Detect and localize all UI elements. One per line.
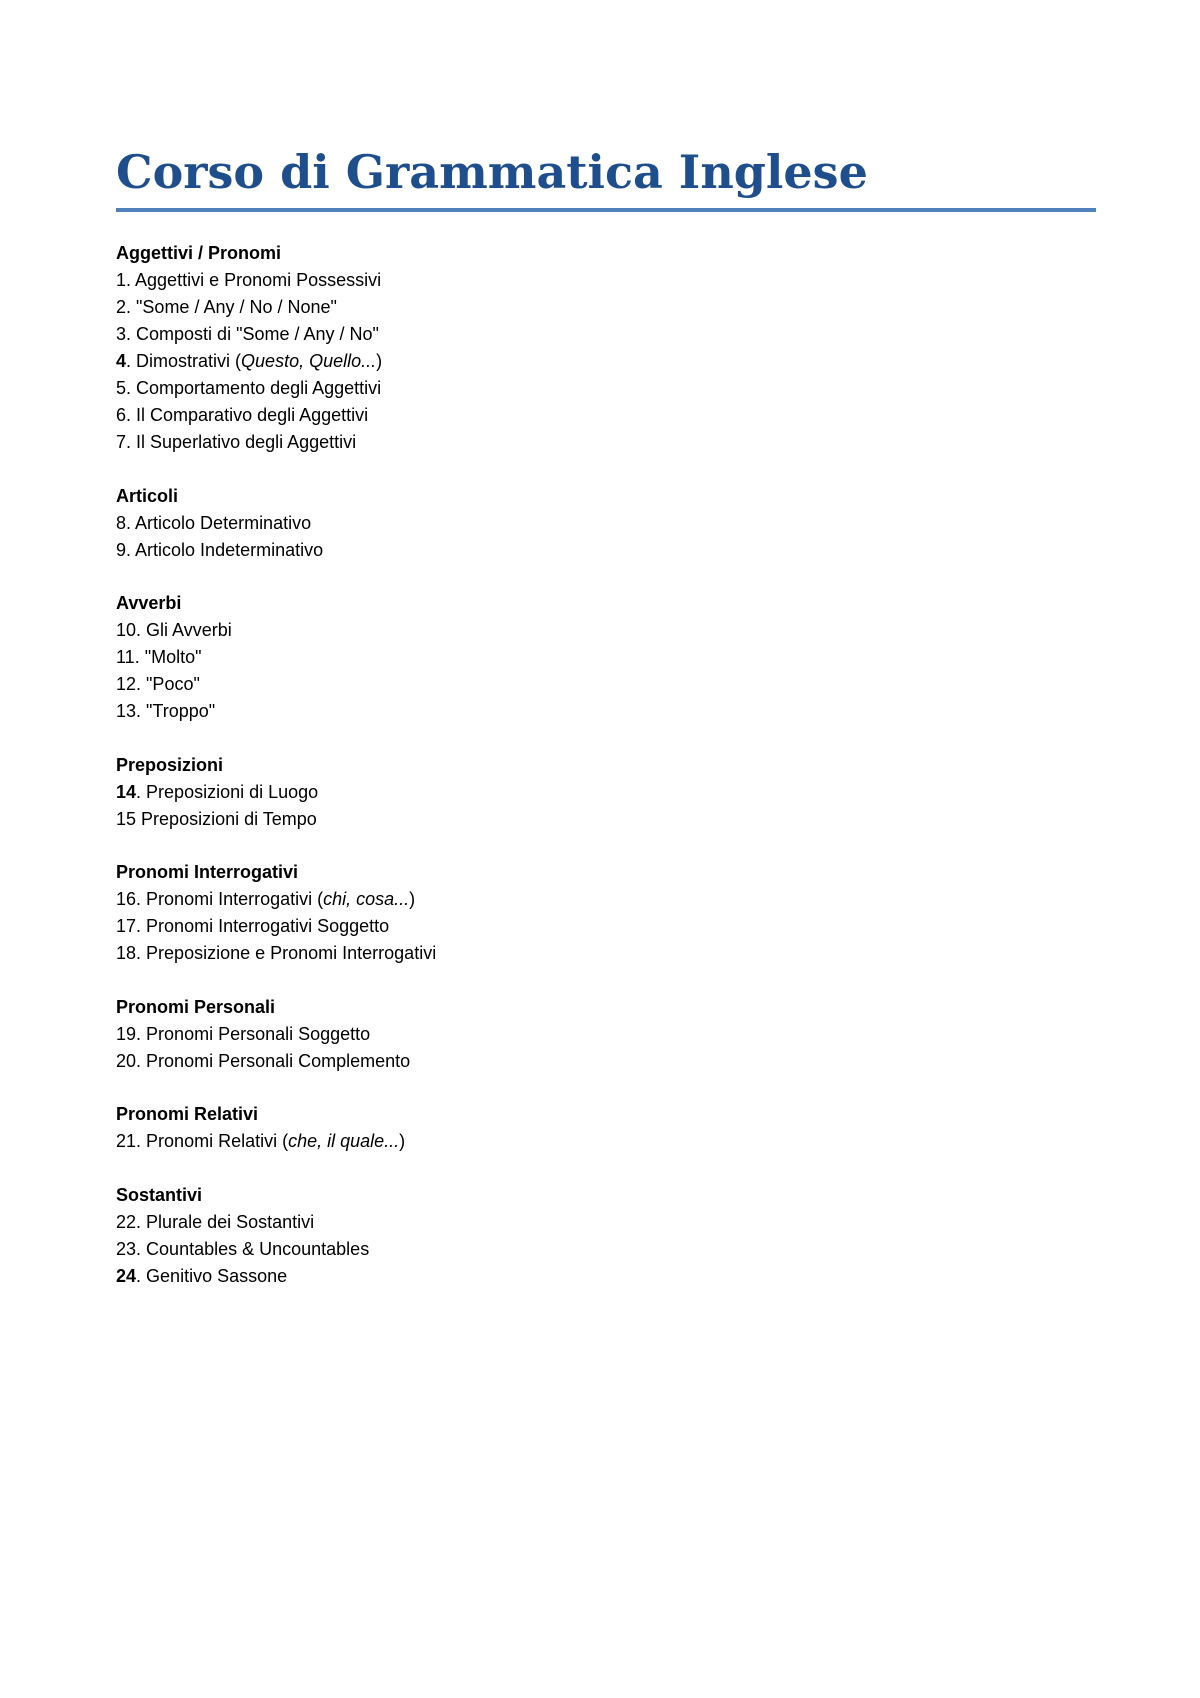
list-item [116,1128,1096,1155]
section-heading: Pronomi Relativi [116,1104,259,1124]
item-separator: . [136,701,147,721]
item-text: Gli Avverbi [146,620,232,640]
item-separator: . [136,620,147,640]
item-text: Pronomi Relativi ( [146,1131,289,1151]
list-item [116,617,1096,644]
item-number: 15 [116,808,137,829]
toc-section [116,752,1096,833]
item-separator: . [136,1265,147,1286]
item-text: Pronomi Personali Soggetto [146,1023,371,1044]
section-heading: Pronomi Interrogativi [116,862,299,882]
list-item [116,537,1096,564]
item-closing-text: ) [376,351,383,371]
toc-section [116,1182,1096,1290]
item-separator: . [136,1131,147,1151]
item-italic-text: chi, cosa... [323,889,410,909]
item-text: Aggettivi e Pronomi Possessivi [135,270,382,290]
item-separator: . [126,405,137,425]
list-item [116,348,1096,375]
item-closing-text: ) [409,889,416,909]
item-separator: . [136,1023,147,1044]
list-item [116,375,1096,402]
list-item [116,886,1096,913]
item-text: Preposizioni di Tempo [141,808,317,829]
list-item [116,294,1096,321]
item-text: Il Comparativo degli Aggettivi [136,405,369,425]
item-separator: . [136,1211,147,1232]
item-number: 11 [116,647,135,667]
item-text: Preposizione e Pronomi Interrogativi [146,943,437,963]
item-separator: . [136,781,147,802]
toc-section [116,483,1096,564]
item-number: 10 [116,620,137,640]
item-text: Preposizioni di Luogo [146,781,319,802]
item-text: "Troppo" [146,701,216,721]
list-item [116,1263,1096,1290]
list-item [116,429,1096,456]
section-heading: Preposizioni [116,754,224,775]
item-separator: . [126,270,136,290]
item-number: 3 [116,324,127,344]
item-separator: . [126,324,137,344]
item-closing-text: ) [399,1131,406,1151]
table-of-contents [116,240,1096,1290]
item-separator: . [126,378,137,398]
list-item [116,267,1096,294]
list-item [116,806,1096,833]
item-number: 5 [116,378,127,398]
item-separator: . [126,512,136,533]
list-item [116,321,1096,348]
item-separator: . [126,351,137,371]
item-number: 8 [116,512,127,533]
item-number: 18 [116,943,137,963]
item-number: 14 [116,781,137,802]
list-item [116,1048,1096,1075]
section-heading: Sostantivi [116,1184,203,1205]
list-item [116,644,1096,671]
item-text: Composti di "Some / Any / No" [136,324,379,344]
item-number: 13 [116,701,137,721]
item-text: Articolo Determinativo [135,512,312,533]
item-number: 6 [116,405,127,425]
page-title: Corso di Grammatica Inglese [116,145,868,199]
item-number: 23 [116,1238,137,1259]
item-separator: . [134,647,145,667]
item-number: 1 [116,270,127,290]
item-number: 7 [116,432,127,452]
toc-section [116,1101,1096,1155]
list-item [116,940,1096,967]
item-text: Articolo Indeterminativo [135,539,324,560]
item-separator: . [126,539,136,560]
item-separator: . [136,916,147,936]
list-item [116,1236,1096,1263]
list-item [116,913,1096,940]
item-separator: . [126,297,137,317]
title-underline [116,208,1096,212]
item-text: "Molto" [144,647,202,667]
item-text: Dimostrativi ( [136,351,242,371]
item-separator: . [136,889,147,909]
item-text: Comportamento degli Aggettivi [136,378,382,398]
toc-section [116,590,1096,725]
item-number: 12 [116,674,137,694]
toc-section [116,240,1096,456]
item-text: Pronomi Interrogativi Soggetto [146,916,390,936]
item-text: Il Superlativo degli Aggettivi [136,432,357,452]
list-item [116,1209,1096,1236]
item-text: Countables & Uncountables [146,1238,370,1259]
section-heading: Avverbi [116,593,182,613]
item-number: 16 [116,889,137,909]
section-heading: Articoli [116,485,179,506]
item-separator: . [136,1238,147,1259]
item-text: "Poco" [146,674,200,694]
list-item [116,698,1096,725]
list-item [116,671,1096,698]
item-separator: . [126,432,137,452]
item-text: Genitivo Sassone [146,1265,288,1286]
toc-section [116,994,1096,1075]
document-page [116,140,1096,1316]
item-italic-text: Questo, Quello... [241,351,377,371]
list-item [116,402,1096,429]
item-text: Pronomi Interrogativi ( [146,889,324,909]
item-number: 24 [116,1265,137,1286]
item-number: 2 [116,297,127,317]
item-number: 9 [116,539,127,560]
list-item [116,1021,1096,1048]
section-heading: Aggettivi / Pronomi [116,243,282,263]
item-separator: . [136,1050,147,1071]
item-italic-text: che, il quale... [288,1131,400,1151]
item-number: 20 [116,1050,137,1071]
item-number: 22 [116,1211,137,1232]
item-number: 4 [116,351,127,371]
item-separator: . [136,674,147,694]
list-item [116,779,1096,806]
item-text: Pronomi Personali Complemento [146,1050,411,1071]
list-item [116,510,1096,537]
item-text: Plurale dei Sostantivi [146,1211,315,1232]
item-separator: . [136,943,147,963]
section-heading: Pronomi Personali [116,996,276,1017]
item-number: 21 [116,1131,137,1151]
toc-section [116,859,1096,967]
item-text: "Some / Any / No / None" [136,297,337,317]
item-number: 19 [116,1023,137,1044]
item-number: 17 [116,916,137,936]
